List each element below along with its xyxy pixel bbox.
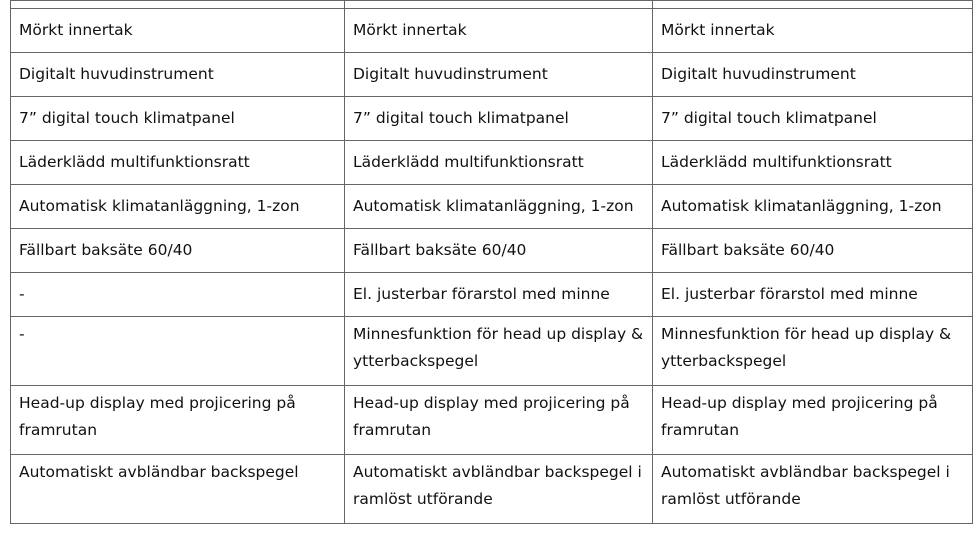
table-row <box>11 317 973 386</box>
equipment-comparison-table <box>10 0 973 524</box>
table-cell: Fällbart baksäte 60/40 <box>11 229 345 273</box>
table-cell: Automatiskt avbländbar backspegel <box>11 455 345 524</box>
table-cell: Automatiskt avbländbar backspegel i ramlöst utförande <box>345 455 653 524</box>
table-cell: Digitalt huvudinstrument <box>653 53 973 97</box>
table-cell: Läderklädd multifunktionsratt <box>11 141 345 185</box>
table-row <box>11 9 973 53</box>
table-cell <box>653 1 973 9</box>
table-cell: Fällbart baksäte 60/40 <box>653 229 973 273</box>
table-cell: - <box>11 317 345 386</box>
table-cell: Läderklädd multifunktionsratt <box>653 141 973 185</box>
table-cell: Minnesfunktion för head up display & ytterbackspegel <box>345 317 653 386</box>
table-cell: Läderklädd multifunktionsratt <box>345 141 653 185</box>
table-cell: Head-up display med projicering på framrutan <box>345 386 653 455</box>
table-row <box>11 185 973 229</box>
table-cell: Automatisk klimatanläggning, 1-zon <box>653 185 973 229</box>
table-cell: - <box>11 273 345 317</box>
table-row <box>11 229 973 273</box>
table-row <box>11 97 973 141</box>
table-cell <box>345 1 653 9</box>
table-cell <box>11 1 345 9</box>
table-cell: 7” digital touch klimatpanel <box>11 97 345 141</box>
table-cell: Digitalt huvudinstrument <box>11 53 345 97</box>
table-cell: Head-up display med projicering på framrutan <box>11 386 345 455</box>
table-cell: 7” digital touch klimatpanel <box>653 97 973 141</box>
table-row <box>11 53 973 97</box>
table-cell: Automatiskt avbländbar backspegel i ramlöst utförande <box>653 455 973 524</box>
table-row-partial-top <box>11 1 973 9</box>
table-cell: Mörkt innertak <box>345 9 653 53</box>
table-row <box>11 273 973 317</box>
table-cell: Mörkt innertak <box>653 9 973 53</box>
table-cell: 7” digital touch klimatpanel <box>345 97 653 141</box>
table-cell: Minnesfunktion för head up display & ytterbackspegel <box>653 317 973 386</box>
table-cell: Digitalt huvudinstrument <box>345 53 653 97</box>
table-cell: Head-up display med projicering på framrutan <box>653 386 973 455</box>
table-cell: Mörkt innertak <box>11 9 345 53</box>
table-row <box>11 386 973 455</box>
table-cell: Fällbart baksäte 60/40 <box>345 229 653 273</box>
table-row <box>11 455 973 524</box>
table-row <box>11 141 973 185</box>
table-cell: El. justerbar förarstol med minne <box>653 273 973 317</box>
table-cell: Automatisk klimatanläggning, 1-zon <box>345 185 653 229</box>
table-cell: Automatisk klimatanläggning, 1-zon <box>11 185 345 229</box>
table-cell: El. justerbar förarstol med minne <box>345 273 653 317</box>
